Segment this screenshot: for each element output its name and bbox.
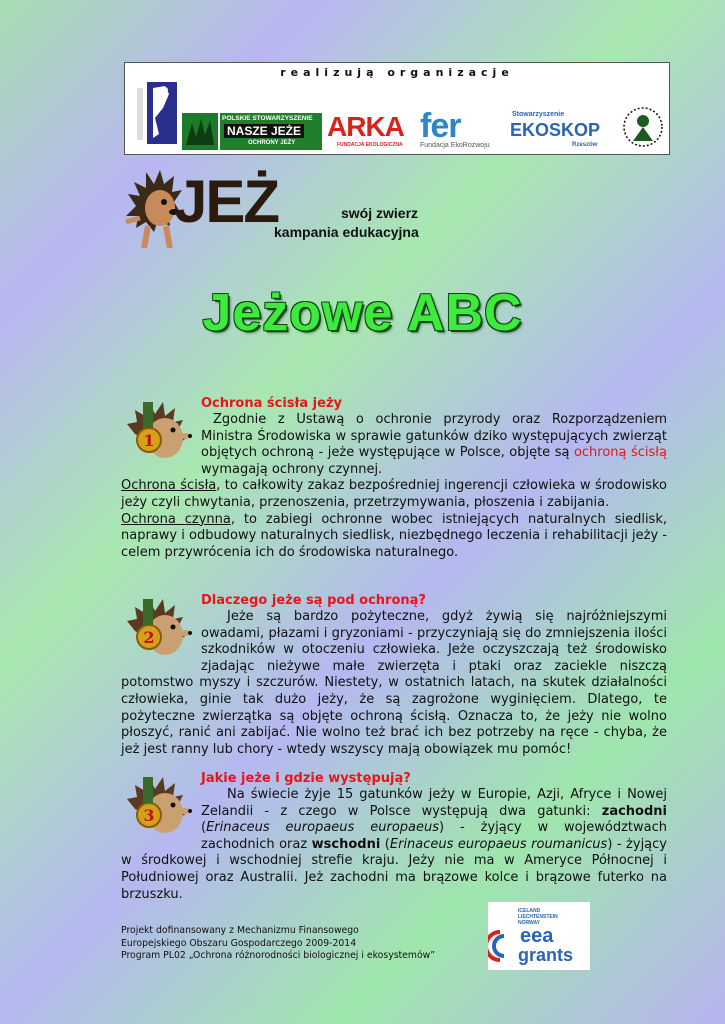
section-3-p1-c: ( [201, 820, 207, 836]
fer-subtitle: Fundacja EkoRozwoju [420, 142, 490, 149]
eea-word: eea [520, 925, 554, 947]
section-3-p1-a: Na świecie żyje 15 gatunków jeży w Europie, Azji, Afryce i Nowej Zelandii - z czego w Polsce występują dwa gatunki: [201, 787, 667, 819]
ekoskop-logo [510, 109, 610, 153]
grants-word: grants [518, 945, 574, 965]
eea-countries-1: ICELAND [518, 908, 541, 914]
number-1-label: 1 [143, 431, 155, 450]
ekoskop-line3: Rzeszów [572, 142, 598, 148]
campaign-logo-text: JEŻ [174, 168, 279, 235]
sponsor-title: realizują organizacje [280, 66, 514, 79]
section-1-p2-term: Ochrona ścisła [121, 478, 217, 494]
section-1-p1-red: ochroną ścisłą [573, 445, 667, 461]
footer-line-2: Europejskiego Obszaru Gospodarczego 2009-2014 [121, 937, 357, 949]
hedgehog-number-3-icon [121, 771, 199, 845]
hedgehog-number-2-icon [121, 593, 199, 667]
arka-subtitle: FUNDACJA EKOLOGICZNA [337, 142, 403, 148]
section-1-paragraph-3 [121, 512, 667, 562]
section-3-latin-2: Erinaceus europaeus roumanicus [389, 836, 608, 852]
section-3-p1-f: ) - żyjący w środkowej i wschodniej strefie kraju. Jeży nie ma w Ameryce Północnej i Południowej oraz Australii. Jeż zachodni ma brązowe kolce i brązowe futerko na brzuszku. [121, 836, 667, 902]
section-1-paragraph-1 [121, 412, 667, 478]
arka-name: ARKA [327, 111, 404, 142]
seal-icon [621, 103, 665, 151]
section-1-p3-text: , to zabiegi ochronne wobec istniejących naturalnych siedlisk, naprawy i odbudowy naturalnych siedlisk, niezbędnego leczenia i rehabilitacji jeży - celem przywrócenia ich do środowiska naturalnego. [121, 511, 667, 560]
section-1-paragraph-2 [121, 478, 667, 511]
section-1-heading: Ochrona ścisła jeży [201, 396, 342, 411]
section-3-p1-d: ) - żyjący w województwach zachodnich oraz [201, 820, 667, 852]
section-1-p1-b: wymagają ochrony czynnej. [201, 461, 383, 477]
page-title: Jeżowe ABC [202, 284, 523, 342]
footer-line-3: Program PL02 „Ochrona różnorodności biologicznej i ekosystemów” [121, 950, 436, 961]
section-3-heading: Jakie jeże i gdzie występują? [201, 771, 411, 786]
campaign-line2: kampania edukacyjna [274, 224, 419, 240]
section-3 [121, 771, 667, 903]
nasze-jeze-line1: POLSKIE STOWARZYSZENIE [222, 115, 313, 122]
number-3-label: 3 [143, 806, 155, 825]
section-2-paragraph-1: Jeże są bardzo pożyteczne, gdyż żywią się najróżniejszymi owadami, płazami i gryzoniami - przyczyniają się do zmniejszenia ilości szkodników w otoczeniu człowieka. Jeże oczyszczają też środowisko zjadając nieżywe małe zwierzęta i ptaki oraz zaciekle niszczą potomstwo myszy i szczurów. Niestety, w ostatnich latach, na skutek działalności człowieka, ginie tak dużo jeży, że są zagrożone wyginięciem. Dlatego, te pożyteczne zwierzątka są objęte ochroną ścisłą. Oznacza to, że jeży nie wolno płoszyć, ranić ani zabijać. Nie wolno też brać ich bez potrzeby na ręce - chyba, że jeż jest ranny lub chory - wtedy wszyscy mają obowiązek mu pomóc! [121, 609, 667, 757]
section-3-latin-1: Erinaceus europaeus europaeus [206, 820, 439, 836]
arka-logo [325, 111, 415, 151]
ekoskop-name: EKOSKOP [510, 120, 601, 140]
section-1 [121, 396, 667, 561]
section-3-p1-e: ( [380, 836, 390, 852]
nasze-jeze-line3: OCHRONY JEŻY [248, 140, 296, 146]
section-1-p2-text: , to całkowity zakaz bezpośredniej ingerencji człowieka w środowisko jeży czyli chwytania, przenoszenia, przetrzymywania, płoszenia i zabijania. [121, 478, 667, 510]
ekoskop-line1: Stowarzyszenie [512, 111, 565, 118]
number-2-label: 2 [143, 628, 155, 647]
fer-name: fer [420, 107, 461, 145]
emblem-logo [135, 78, 179, 150]
section-3-paragraph-1 [121, 787, 667, 903]
section-2 [121, 593, 667, 758]
hedgehog-number-1-icon [121, 396, 199, 470]
nasze-jeze-logo [182, 113, 322, 150]
footer [121, 925, 435, 963]
fer-logo [418, 107, 508, 151]
eea-grants-logo [488, 902, 590, 970]
eea-countries-2: LIECHTENSTEIN [518, 914, 558, 920]
footer-line-1: Projekt dofinansowany z Mechanizmu Finansowego [121, 925, 359, 936]
sponsor-box [124, 62, 670, 155]
campaign-line1: swój zwierz [341, 205, 419, 221]
section-1-p3-term: Ochrona czynna [121, 511, 231, 527]
section-3-western: zachodni [601, 803, 667, 819]
eea-countries-3: NORWAY [518, 920, 540, 926]
section-3-eastern: wschodni [311, 836, 381, 852]
nasze-jeze-line2: NASZE JEŻE [224, 124, 304, 138]
hedgehog-campaign-logo [124, 166, 279, 252]
section-1-p1-a: Zgodnie z Ustawą o ochronie przyrody oraz Rozporządzeniem Ministra Środowiska w sprawie gatunków dziko występujących zwierząt objętych ochroną - jeże występujące w Polsce, objęte są [201, 412, 667, 461]
section-2-heading: Dlaczego jeże są pod ochroną? [201, 593, 426, 608]
